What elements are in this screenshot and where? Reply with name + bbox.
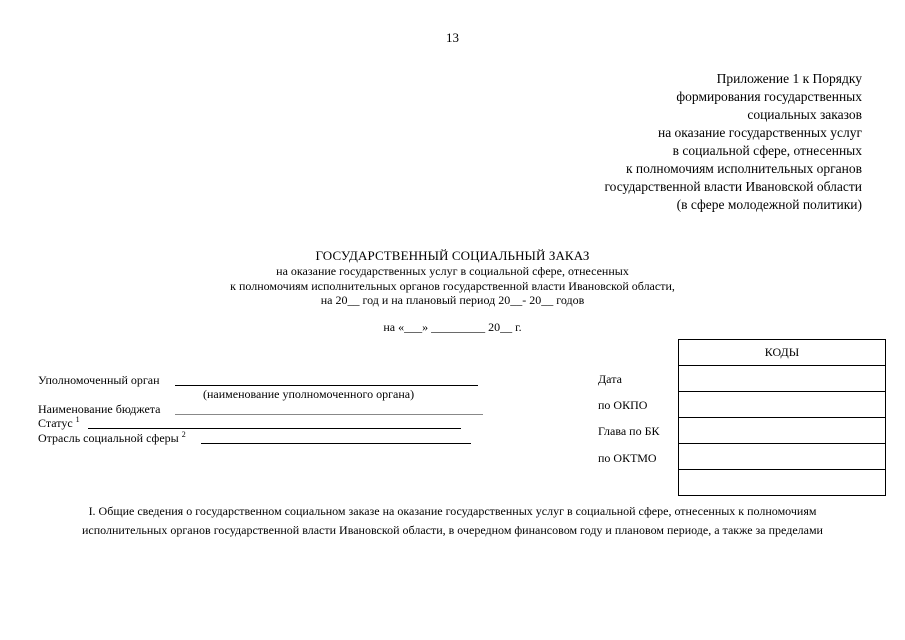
title-line: на 20__ год и на плановый период 20__- 20__ годов [320, 293, 585, 307]
code-cell-date[interactable] [679, 366, 886, 392]
status-field[interactable] [88, 428, 461, 429]
status-label [38, 416, 80, 430]
appendix-line: государственной власти Ивановской области [604, 179, 862, 194]
budget-field[interactable] [175, 414, 483, 415]
code-label-okpo: по ОКПО [598, 398, 648, 412]
appendix-line: Приложение 1 к Порядку [716, 71, 862, 86]
sector-label [38, 431, 186, 445]
sector-text: Отрасль социальной сферы [38, 431, 179, 445]
appendix-line: формирования государственных [676, 89, 862, 104]
authority-field[interactable] [175, 385, 478, 386]
title-line: к полномочиям исполнительных органов государственной власти Ивановской области, [230, 278, 675, 293]
title-line: на оказание государственных услуг в социальной сфере, отнесенных [276, 264, 629, 278]
appendix-line: (в сфере молодежной политики) [676, 197, 862, 212]
code-cell-extra[interactable] [679, 470, 886, 496]
appendix-heading [604, 70, 862, 214]
code-label-oktmo: по ОКТМО [598, 451, 657, 465]
appendix-line: на оказание государственных услуг [657, 125, 862, 140]
budget-label: Наименование бюджета [38, 402, 161, 416]
authority-hint: (наименование уполномоченного органа) [203, 387, 415, 401]
code-cell-oktmo[interactable] [679, 444, 886, 470]
section-line: I. Общие сведения о государственном социальном заказе на оказание государственных услуг в социальной сфере, отнесенных к полномочиям [88, 504, 817, 518]
document-title [0, 248, 905, 308]
title-main: ГОСУДАРСТВЕННЫЙ СОЦИАЛЬНЫЙ ЗАКАЗ [315, 248, 590, 263]
codes-header: КОДЫ [679, 340, 886, 366]
appendix-line: социальных заказов [747, 107, 862, 122]
code-cell-okpo[interactable] [679, 392, 886, 418]
code-label-bk: Глава по БК [598, 424, 660, 438]
code-label-date: Дата [598, 372, 622, 386]
codes-table [678, 339, 886, 496]
code-cell-bk[interactable] [679, 418, 886, 444]
authority-label: Уполномоченный орган [38, 373, 160, 387]
section-line: исполнительных органов государственной власти Ивановской области, в очередном финансовом году и плановом периоде, а также за пределами [82, 523, 823, 537]
appendix-line: в социальной сфере, отнесенных [672, 143, 862, 158]
appendix-line: к полномочиям исполнительных органов [625, 161, 862, 176]
section-1-text [0, 502, 905, 540]
order-date-line: на «___» _________ 20__ г. [383, 320, 522, 334]
status-footnote: 1 [75, 415, 80, 424]
page-number: 13 [446, 30, 459, 45]
status-text: Статус [38, 416, 73, 430]
sector-field[interactable] [201, 443, 471, 444]
sector-footnote: 2 [181, 430, 186, 439]
